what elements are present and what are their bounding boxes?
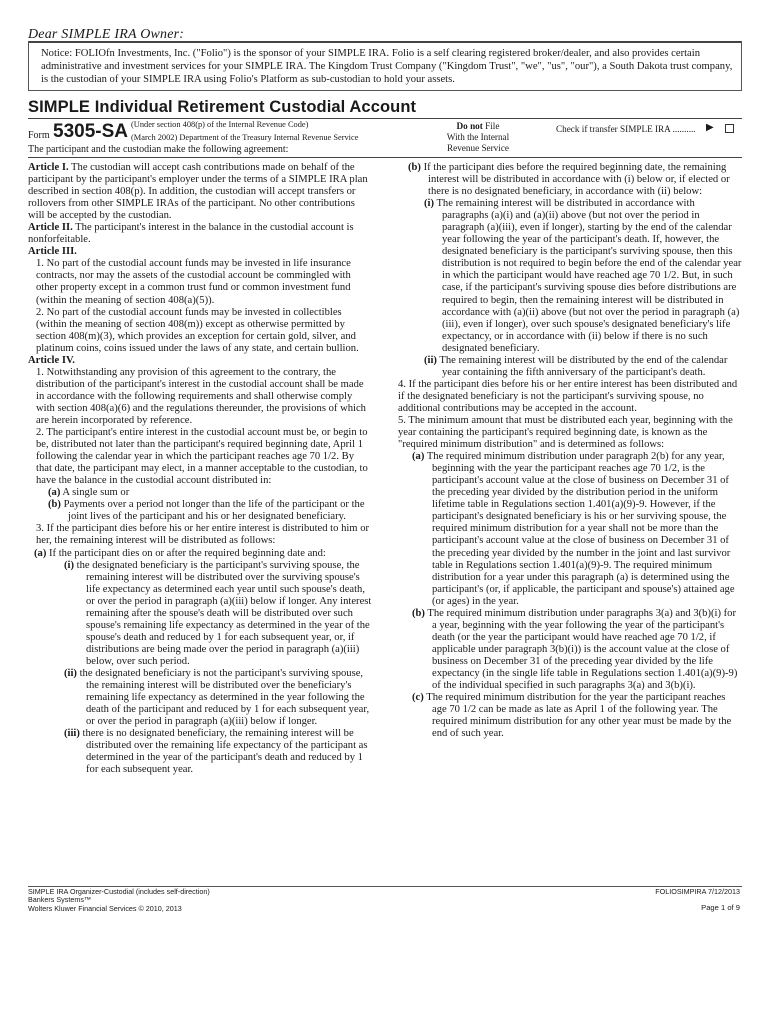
list-item	[390, 608, 742, 692]
paragraph: 2. No part of the custodial account funds may be invested in collectibles (within the meaning of section 408(m)) except as otherwise permitted by section 408(m)(3), which provides an exception for certain gold, silver, and platinum coins, coins issued under the laws of any state, and certain bullion.	[36, 306, 359, 354]
article-heading: Article III.	[28, 246, 77, 258]
item-text: the designated beneficiary is the participant's surviving spouse, the remaining interest will be distributed over the surviving spouse's life expectancy as determined each year until such spouse's death, or over the period in paragraph (a)(iii) below if longer. Any interest remaining after the spouse's death will be distributed over such spouse's remaining life expectancy as determined in the year of the spouse's death and reduced by 1 for each subsequent year, or, if distributions are being made over the period in paragraph (a)(iii) below, over such period.	[74, 559, 372, 667]
list-item	[28, 548, 372, 560]
list-item	[390, 692, 742, 740]
item-label: (b)	[48, 499, 61, 511]
list-item	[390, 162, 742, 198]
arrow-right-icon: ▶	[706, 122, 714, 133]
item-label: (i)	[424, 198, 434, 210]
footer-left	[28, 888, 210, 913]
transfer-checkbox[interactable]	[725, 124, 734, 133]
item-text: the designated beneficiary is not the participant's surviving spouse, the remaining interest will be distributed over the beneficiary's remaining life expectancy as determined in the year following the death of the participant and reduced by 1 for each subsequent year, or over the period in paragraph (a)(iii) below if longer.	[76, 667, 370, 728]
list-item	[28, 668, 372, 728]
footer-line: SIMPLE IRA Organizer-Custodial (includes self-direction)	[28, 887, 210, 896]
transfer-checkbox-label: Check if transfer SIMPLE IRA ..........	[556, 124, 696, 134]
article-heading: Article IV.	[28, 354, 75, 366]
do-not-file-text-2: With the Internal	[446, 132, 510, 142]
article-text: The participant's interest in the balance in the custodial account is nonforfeitable.	[28, 222, 354, 246]
title-divider	[28, 118, 742, 119]
list-item	[28, 487, 372, 499]
item-text: Payments over a period not longer than the life of the participant or the joint lives of the participant and his or her designated beneficiary.	[60, 499, 365, 523]
list-item	[28, 499, 372, 523]
do-not-file-text: File	[482, 121, 500, 131]
item-label: (a)	[48, 487, 61, 499]
left-column	[28, 162, 372, 776]
paragraph: 1. No part of the custodial account funds may be invested in life insurance contracts, nor may the assets of the custodial account be commingled with other property except in a common trust fund or common investment fund (within the meaning of section 408(a)(5)).	[36, 258, 351, 306]
notice-box	[28, 41, 742, 91]
item-label: (ii)	[424, 354, 437, 366]
item-text: If the participant dies before the required beginning date, the remaining interest will be distributed in accordance with (i) below or, if elected or there is no designated beneficiary, in accordance with (ii) below:	[420, 162, 730, 198]
article-text: The custodian will accept cash contributions made on behalf of the participant by the participant's employer under the terms of a SIMPLE IRA plan described in section 408(p). In addition, the custodian will accept transfers or rollovers from other SIMPLE IRAs of the participant. No other contributions will be accepted by the custodian.	[28, 162, 368, 222]
form-divider	[28, 157, 742, 158]
document-title: SIMPLE Individual Retirement Custodial Account	[28, 98, 417, 116]
item-text: The required minimum distribution for the year the participant reaches age 70 1/2 can be made as late as April 1 of the following year. The required minimum distribution for any other year must be made by the end of such year.	[423, 692, 732, 740]
paragraph: 5. The minimum amount that must be distributed each year, beginning with the year containing the participant's required beginning date, is known as the "required minimum distribution" and is determined as follows:	[398, 414, 733, 451]
form-header	[28, 121, 742, 155]
item-text: there is no designated beneficiary, the remaining interest will be distributed over the remaining life expectancy of the participant as determined in the year of the participant's death and reduced by 1 for each subsequent year.	[79, 728, 368, 776]
item-text: If the participant dies on or after the required beginning date and:	[46, 547, 326, 559]
form-number: 5305-SA	[53, 121, 128, 142]
item-text: A single sum or	[60, 487, 130, 499]
footer-line: Wolters Kluwer Financial Services © 2010, 2013	[28, 903, 182, 913]
form-label: Form	[28, 130, 50, 141]
item-text: The remaining interest will be distributed in accordance with paragraphs (a)(i) and (a)(ii) above (but not over the period in paragraph (a)(iii), even if longer), starting by the end of the calendar year following the year of the participant's death. If, however, the designated beneficiary is the participant's surviving spouse, then this distribution is not required to begin before the end of the calendar year in which the participant would have reached age 70 1/2. But, in such case, if the participant's surviving spouse dies before distributions are required to begin, then the remaining interest will be distributed in accordance with (a)(ii) above (but not over the period in paragraph (a)(iii), even if longer), over such spouse's designated beneficiary's life expectancy, or in accordance with (ii) below if there is no such designated beneficiary.	[434, 198, 742, 354]
item-label: (iii)	[64, 728, 80, 740]
form-code: FOLIOSIMPIRA 7/12/2013	[655, 887, 740, 896]
list-item	[28, 728, 372, 776]
item-label: (b)	[412, 607, 425, 619]
paragraph: 2. The participant's entire interest in the custodial account must be, or begin to be, distributed not later than the participant's required beginning date, April 1 following the calendar year in which the participant reaches age 70 1/2. By that date, the participant may elect, in a manner acceptable to the custodian, to have the balance in the custodial account distributed in:	[36, 427, 368, 487]
item-label: (i)	[64, 559, 74, 571]
footer-right	[655, 888, 740, 913]
list-item	[28, 560, 372, 668]
form-section-note: (Under section 408(p) of the Internal Revenue Code)	[131, 120, 309, 129]
page-number: Page 1 of 9	[701, 903, 740, 913]
paragraph: 1. Notwithstanding any provision of this agreement to the contrary, the distribution of the participant's interest in the custodial account shall be made in accordance with the following requirements and shall otherwise comply with section 408(a)(6) and the regulations thereunder, the provisions of which are herein incorporated by reference.	[36, 366, 366, 426]
do-not-file-note	[428, 121, 528, 154]
list-item	[390, 451, 742, 608]
do-not-file-text-3: Revenue Service	[447, 143, 509, 153]
list-item	[390, 198, 742, 355]
greeting: Dear SIMPLE IRA Owner:	[28, 27, 185, 42]
item-text: The required minimum distribution under paragraph 2(b) for any year, beginning with the year the participant reaches age 70 1/2, is the participant's account value at the close of business on December 31 of the preceding year divided by the distribution period in the uniform lifetime table in Regulations section 1.401(a)(9)-9. However, if the participant's designated beneficiary is his or her surviving spouse, the required minimum distribution for a year shall not be more than the participant's account value at the close of business on December 31 of the preceding year divided by the number in the joint and last survivor table in Regulations section 1.401(a)(9)-9. The required minimum distribution for a year under this paragraph (a) is determined using the participant's (or, if applicable, the participant and spouse's) attained age (or ages) in the year.	[424, 451, 735, 607]
form-department-note: (March 2002) Department of the Treasury Internal Revenue Service	[131, 133, 359, 142]
item-text: The remaining interest will be distributed by the end of the calendar year containing the fifth anniversary of the participant's death.	[436, 354, 728, 378]
paragraph: 4. If the participant dies before his or her entire interest has been distributed and if the designated beneficiary is not the participant's surviving spouse, no additional contributions may be accepted in the account.	[398, 378, 738, 414]
article-2	[28, 222, 372, 246]
item-text: The required minimum distribution under paragraphs 3(a) and 3(b)(i) for a year, beginning with the year following the year of the participant's death (or the year the participant would have reached age 70 1/2, if applicable under paragraph 3(b)(i)) is the account value at the close of business on December 31 of the preceding year divided by the life expectancy (in the single life table in Regulations section 1.401(a)(9)-9) of the individual specified in such paragraphs 3(a) and 3(b)(i).	[424, 607, 738, 692]
list-item	[390, 355, 742, 379]
article-1	[28, 162, 372, 222]
article-heading: Article I.	[28, 162, 69, 173]
notice-text: Notice: FOLIOfn Investments, Inc. ("Folio") is the sponsor of your SIMPLE IRA. Folio is a self clearing registered broker/dealer, and also provides certain administrative and investment services for your SIMPLE IRA. The Kingdom Trust Company ("Kingdom Trust", "we", "us", "our"), a South Dakota trust company, is the custodian of your SIMPLE IRA using Folio's Platform as sub-custodian to hold your assets.	[41, 48, 733, 85]
form-agreement-line: The participant and the custodian make the following agreement:	[28, 144, 289, 155]
article-heading: Article II.	[28, 222, 73, 234]
item-label: (a)	[34, 547, 47, 559]
item-label: (ii)	[64, 667, 77, 679]
item-label: (c)	[412, 692, 424, 704]
do-not-label: Do not	[456, 121, 483, 131]
right-column	[390, 162, 742, 740]
paragraph: 3. If the participant dies before his or her entire interest is distributed to him or her, the remaining interest will be distributed as follows:	[36, 523, 370, 547]
footer-line: Bankers Systems™	[28, 895, 92, 905]
item-label: (a)	[412, 451, 425, 463]
item-label: (b)	[408, 162, 421, 173]
